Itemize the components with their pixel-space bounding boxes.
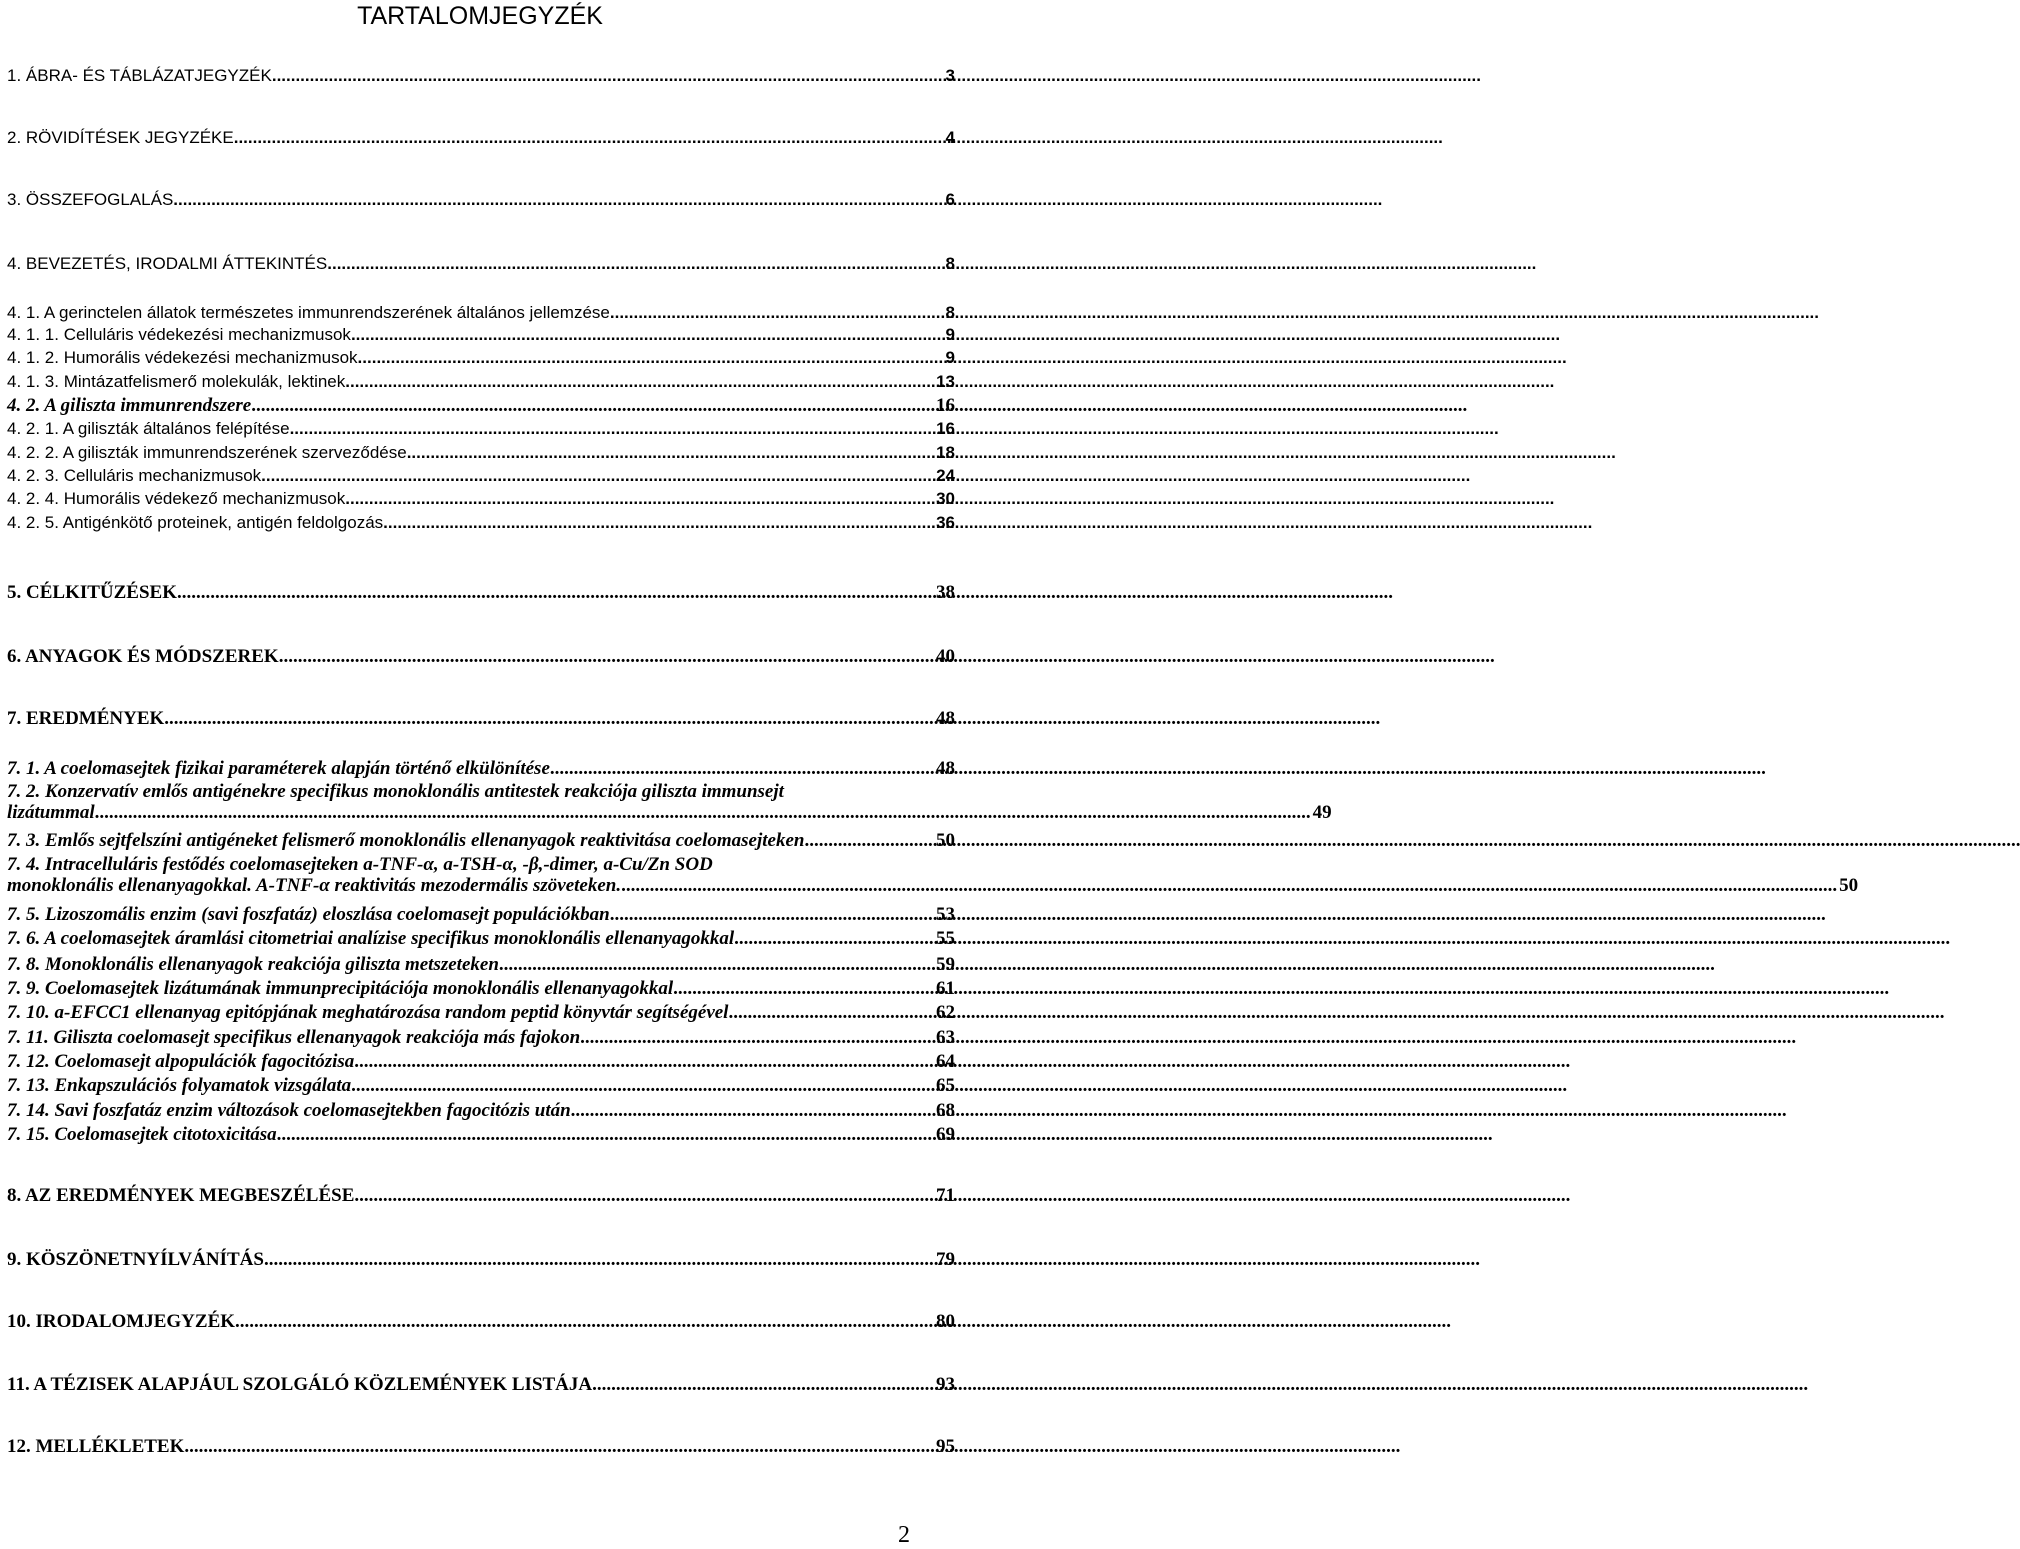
toc-entry[interactable] (7, 1437, 955, 1458)
toc-entry[interactable] (7, 396, 955, 417)
toc-leader (264, 1250, 934, 1271)
toc-entry-label: 4. 2. 1. A giliszták általános felépítése (7, 419, 290, 438)
toc-entry-label: 4. 2. 2. A giliszták immunrendszerének szerveződése (7, 443, 407, 462)
toc-leader (327, 255, 943, 274)
toc-entry-label: 2. RÖVIDÍTÉSEK JEGYZÉKE (7, 128, 234, 147)
toc-entry-page: 93 (936, 1374, 955, 1395)
toc-entry-label: 7. 5. Lizoszomális enzim (savi foszfatáz) eloszlása coelomasejt populációkban (7, 904, 610, 925)
toc-leader (164, 709, 934, 730)
toc-entry-label: 4. 2. 3. Celluláris mechanizmusok (7, 466, 262, 485)
toc-leader (354, 1052, 934, 1073)
toc-leader (345, 490, 934, 509)
toc-leader (804, 831, 934, 852)
toc-entry-page: 62 (936, 1002, 955, 1023)
toc-leader (184, 1437, 934, 1458)
toc-entry-page: 9 (945, 325, 955, 344)
toc-entry-label: 7. 8. Monoklonális ellenanyagok reakciója giliszta metszeteken (7, 954, 499, 975)
toc-entry-label: 4. 1. A gerinctelen állatok természetes immunrendszerének általános jellemzése (7, 303, 610, 322)
toc-entry[interactable] (7, 781, 1332, 824)
toc-leader (173, 191, 943, 210)
toc-entry-page: 65 (936, 1075, 955, 1096)
toc-entry-label: 8. AZ EREDMÉNYEK MEGBESZÉLÉSE (7, 1185, 355, 1206)
toc-entry-page: 4 (945, 128, 955, 147)
toc-entry-label: 9. KÖSZÖNETNYÍLVÁNÍTÁS (7, 1249, 264, 1270)
toc-entry-page: 69 (936, 1124, 955, 1145)
toc-entry-label: 5. CÉLKITŰZÉSEK (7, 582, 177, 603)
toc-entry-label-continued: lizátummal (7, 801, 95, 823)
toc-entry[interactable] (7, 709, 955, 730)
toc-entry-page: 59 (936, 954, 955, 975)
toc-entry-page: 50 (1839, 874, 1859, 896)
toc-entry[interactable] (7, 420, 955, 439)
toc-entry-page: 80 (936, 1311, 955, 1332)
toc-entry[interactable] (7, 1076, 955, 1097)
toc-entry-label: 7. 11. Giliszta coelomasejt specifikus ellenanyagok reakciója más fajokon (7, 1027, 581, 1048)
toc-entry-label: 4. 2. 4. Humorális védekező mechanizmusok (7, 489, 346, 508)
toc-entry-label: 7. 4. Intracelluláris festődés coelomasejteken a-TNF-α, a-TSH-α, -β,-dimer, a-Cu/Zn SOD (7, 854, 713, 875)
toc-entry-label: 4. 1. 2. Humorális védekezési mechanizmusok (7, 348, 358, 367)
toc-leader (592, 1375, 934, 1396)
toc-entry-label: 4. 2. 5. Antigénkötő proteinek, antigén feldolgozás (7, 513, 384, 532)
toc-entry[interactable] (7, 1101, 955, 1122)
toc-entry[interactable] (7, 1250, 955, 1271)
toc-leader (383, 514, 934, 533)
toc-entry-page: 9 (945, 348, 955, 367)
toc-entry-label: 7. 12. Coelomasejt alpopulációk fagocitózisa (7, 1051, 355, 1072)
toc-entry[interactable] (7, 647, 955, 668)
toc-entry-label-continued: monoklonális ellenanyagokkal. A-TNF-α reaktivitás mezodermális szöveteken. (7, 874, 622, 896)
toc-leader (95, 803, 1311, 824)
toc-entry-page: 64 (936, 1051, 955, 1072)
toc-leader (550, 759, 934, 780)
toc-leader (610, 905, 934, 926)
toc-leader (571, 1101, 934, 1122)
toc-leader (580, 1028, 934, 1049)
toc-entry-page: 48 (936, 758, 955, 779)
toc-entry-page: 49 (1312, 801, 1332, 823)
toc-entry-page: 8 (945, 254, 955, 273)
toc-leader (673, 979, 934, 1000)
toc-entry[interactable] (7, 490, 955, 509)
toc-entry-page: 79 (936, 1249, 955, 1270)
toc-entry-label: 1. ÁBRA- ÉS TÁBLÁZATJEGYZÉK (7, 66, 272, 85)
toc-leader (290, 420, 935, 439)
toc-entry-page: 53 (936, 904, 955, 925)
toc-entry-page: 61 (936, 978, 955, 999)
page-number: 2 (898, 1522, 910, 1548)
toc-entry-page: 71 (936, 1185, 955, 1206)
toc-entry-page: 50 (936, 830, 955, 851)
toc-entry-label: 12. MELLÉKLETEK (7, 1436, 185, 1457)
toc-entry-label: 7. 2. Konzervatív emlős antigénekre specifikus monoklonális antitestek reakciója giliszta immunsejt (7, 781, 784, 802)
toc-leader (407, 444, 934, 463)
toc-entry-label: 4. BEVEZETÉS, IRODALMI ÁTTEKINTÉS (7, 254, 328, 273)
toc-entry-page: 68 (936, 1100, 955, 1121)
toc-leader (251, 396, 934, 417)
toc-leader (354, 1186, 934, 1207)
toc-entry[interactable] (7, 129, 955, 148)
toc-entry-label: 7. 15. Coelomasejtek citotoxicitása (7, 1124, 277, 1145)
toc-entry[interactable] (7, 349, 955, 368)
toc-entry-label: 11. A TÉZISEK ALAPJÁUL SZOLGÁLÓ KÖZLEMÉNYEK LISTÁJA (7, 1374, 593, 1395)
toc-entry[interactable] (7, 955, 955, 976)
toc-leader (351, 326, 944, 345)
toc-leader (728, 1003, 934, 1024)
toc-entry-label: 7. 3. Emlős sejtfelszíni antigéneket felismerő monoklonális ellenanyagok reaktivitása coelomasejteken (7, 830, 805, 851)
toc-entry-page: 24 (936, 466, 955, 485)
toc-entry-page: 36 (936, 513, 955, 532)
toc-entry-page: 63 (936, 1027, 955, 1048)
toc-leader (610, 304, 944, 323)
toc-entry[interactable] (7, 759, 955, 780)
toc-entry-page: 16 (936, 395, 955, 416)
toc-entry[interactable] (7, 1003, 955, 1024)
toc-entry-page: 18 (936, 443, 955, 462)
toc-entry[interactable] (7, 255, 955, 274)
toc-leader (734, 929, 934, 950)
toc-entry[interactable] (7, 583, 955, 604)
toc-entry-page: 30 (936, 489, 955, 508)
toc-leader (272, 67, 944, 86)
toc-entry[interactable] (7, 304, 955, 323)
toc-leader (235, 1312, 934, 1333)
toc-leader (279, 647, 934, 668)
toc-entry[interactable] (7, 1375, 955, 1396)
toc-entry-page: 38 (936, 582, 955, 603)
toc-entry[interactable] (7, 1052, 955, 1073)
toc-entry-page: 95 (936, 1436, 955, 1457)
toc-entry-label: 7. 10. a-EFCC1 ellenanyag epitópjának meghatározása random peptid könyvtár segítségével (7, 1002, 729, 1023)
toc-entry-label: 7. 13. Enkapszulációs folyamatok vizsgálata (7, 1075, 352, 1096)
toc-entry[interactable] (7, 326, 955, 345)
toc-entry-page: 16 (936, 419, 955, 438)
toc-leader (358, 349, 944, 368)
toc-entry-page: 13 (936, 372, 955, 391)
toc-entry[interactable] (7, 1028, 955, 1049)
toc-leader (345, 373, 934, 392)
toc-entry[interactable] (7, 514, 955, 533)
toc-entry-page: 8 (945, 303, 955, 322)
toc-entry-label: 7. 1. A coelomasejtek fizikai paraméterek alapján történő elkülönítése (7, 758, 550, 779)
toc-entry[interactable] (7, 1125, 955, 1146)
toc-entry-page: 48 (936, 708, 955, 729)
toc-entry[interactable] (7, 1186, 955, 1207)
toc-leader (499, 955, 934, 976)
toc-entry[interactable] (7, 831, 955, 852)
toc-entry-page: 6 (945, 190, 955, 209)
toc-entry-label: 6. ANYAGOK ÉS MÓDSZEREK (7, 646, 279, 667)
toc-entry[interactable] (7, 1312, 955, 1333)
toc-leader (277, 1125, 934, 1146)
toc-entry-label: 4. 2. A giliszta immunrendszere (7, 395, 252, 416)
toc-entry-label: 10. IRODALOMJEGYZÉK (7, 1311, 236, 1332)
toc-entry-page: 40 (936, 646, 955, 667)
toc-leader (261, 467, 934, 486)
toc-entry[interactable] (7, 929, 955, 950)
toc-entry-label: 7. 9. Coelomasejtek lizátumának immunprecipitációja monoklonális ellenanyagokkal (7, 978, 674, 999)
toc-entry-label: 4. 1. 1. Celluláris védekezési mechanizmusok (7, 325, 351, 344)
toc-entry-label: 4. 1. 3. Mintázatfelismerő molekulák, lektinek (7, 372, 346, 391)
toc-leader (621, 876, 1837, 897)
toc-entry[interactable] (7, 444, 955, 463)
toc-entry[interactable] (7, 67, 955, 86)
toc-leader (234, 129, 944, 148)
toc-entry-label: 7. 6. A coelomasejtek áramlási citometriai analízise specifikus monoklonális ellenanyagokkal (7, 928, 735, 949)
toc-leader (177, 583, 934, 604)
toc-entry-page: 3 (945, 66, 955, 85)
page-title: TARTALOMJEGYZÉK (357, 2, 603, 30)
toc-entry-label: 3. ÖSSZEFOGLALÁS (7, 190, 174, 209)
toc-entry[interactable] (7, 854, 1859, 897)
toc-leader (351, 1076, 934, 1097)
toc-entry-label: 7. EREDMÉNYEK (7, 708, 165, 729)
toc-entry[interactable] (7, 979, 955, 1000)
toc-entry[interactable] (7, 373, 955, 392)
toc-entry-page: 55 (936, 928, 955, 949)
toc-entry-label: 7. 14. Savi foszfatáz enzim változások coelomasejtekben fagocitózis után (7, 1100, 571, 1121)
toc-entry[interactable] (7, 467, 955, 486)
toc-entry[interactable] (7, 905, 955, 926)
toc-entry[interactable] (7, 191, 955, 210)
